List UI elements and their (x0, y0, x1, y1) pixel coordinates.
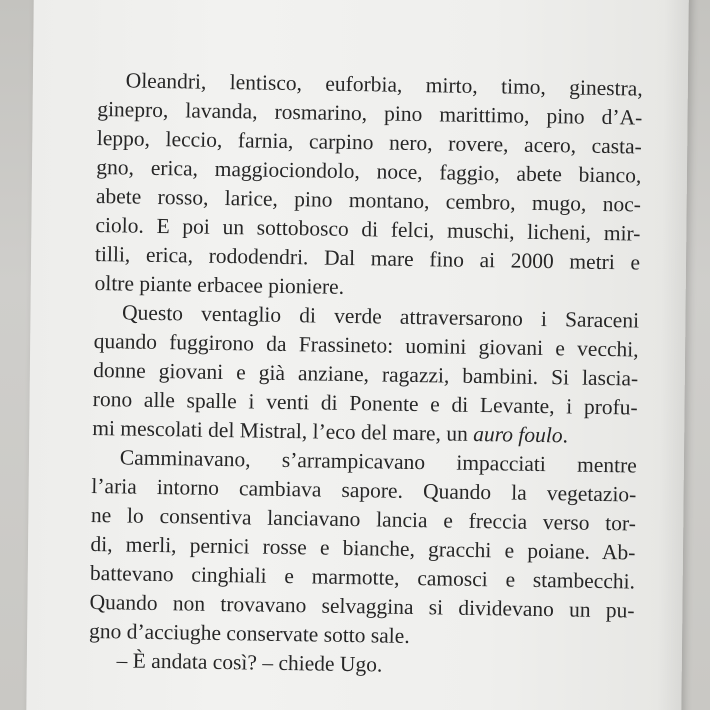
text-line: ciolo. E poi un sottobosco di felci, muschi, licheni, mir- (95, 212, 641, 246)
text-line: quando fuggirono da Frassineto: uomini giovani e vecchi, (93, 328, 639, 362)
text-line: donne giovani e già anziane, ragazzi, bambini. Si lascia- (93, 357, 639, 391)
text-line: di, merli, pernici rosse e bianche, gracchi e poiane. Ab- (90, 531, 636, 565)
page-edge-shadow (656, 0, 689, 710)
text-line: leppo, leccio, farnia, carpino nero, rovere, acero, casta- (96, 125, 642, 159)
text-line: Questo ventaglio di verde attraversarono i Saraceni (121, 300, 640, 333)
text-line: ne lo consentiva lanciavano lancia e freccia verso tor- (90, 502, 637, 536)
text-fragment: . (562, 423, 569, 448)
text-line: gno, erica, maggiociondolo, noce, faggio, abete bianco, (96, 154, 642, 188)
text-line: battevano cinghiali e marmotte, camosci e stambecchi. (89, 560, 636, 594)
paragraph-3 (89, 443, 637, 655)
text-line: Quando non trovavano selvaggina si dividevano un pu- (89, 589, 635, 623)
text-line: rono alle spalle i venti di Ponente e di Levante, i profu- (92, 386, 638, 420)
text-line: ginepro, lavanda, rosmarino, pino marittimo, pino d’A- (97, 96, 643, 130)
text-line: Oleandri, lentisco, euforbia, mirto, timo, ginestra, (125, 68, 643, 101)
text-line: Camminavano, s’arrampicavano impacciati mentre (119, 445, 637, 478)
dialogue-line: – È andata così? – chiede Ugo. (116, 648, 383, 677)
paragraph-1 (94, 66, 643, 307)
text-line: oltre piante erbacee pioniere. (94, 270, 345, 299)
text-line: tilli, erica, rododendri. Dal mare fino ai 2000 metri e (94, 241, 641, 275)
body-text (88, 66, 642, 683)
italic-term: auro foulo (473, 421, 563, 448)
show-through-text (273, 0, 673, 43)
text-fragment: mi mescolati del Mistral, l’eco del mare, un (92, 415, 469, 446)
text-line: abete rosso, larice, pino montano, cembro, mugo, noc- (95, 183, 642, 217)
text-line: gno d’acciughe conservate sotto sale. (88, 618, 410, 648)
paragraph-2 (92, 298, 639, 452)
text-line: l’aria intorno cambiava sapore. Quando la vegetazio- (91, 473, 637, 507)
